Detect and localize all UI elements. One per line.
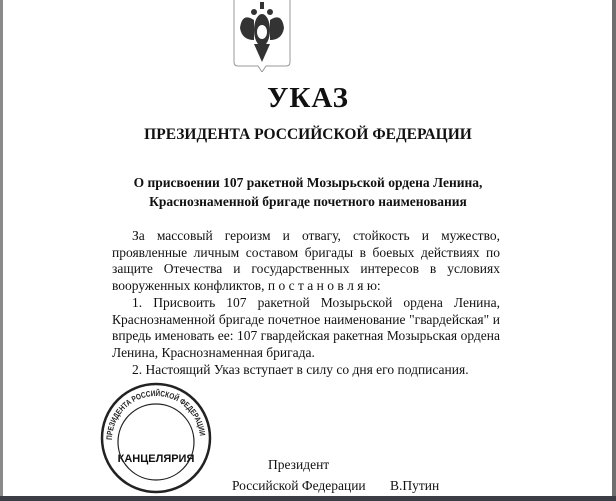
bottom-viewer-bar	[0, 496, 616, 501]
document-title: УКАЗ	[267, 82, 349, 114]
signature-position-line-1: Президент	[268, 457, 330, 472]
signature-name: В.Путин	[390, 478, 440, 493]
clause-1: 1. Присвоить 107 ракетной Мозырьской ордена Ленина, Краснознаменной бригаде почетное наименование "гвардейская" и впредь именовать ее: 107 гвардейская ракетная Мозырьская ордена Ленина, Краснознаменная бригада.	[112, 294, 500, 360]
decree-body	[112, 228, 500, 378]
stamp-ring-text: ПРЕЗИДЕНТА РОССИЙСКОЙ ФЕДЕРАЦИИ	[104, 388, 207, 441]
stamp-center-text: КАНЦЕЛЯРИЯ	[117, 453, 195, 465]
decree-heading-line-1: О присвоении 107 ракетной Мозырьской ордена Ленина,	[133, 175, 483, 190]
left-page-edge	[0, 0, 3, 501]
document-subtitle: ПРЕЗИДЕНТА РОССИЙСКОЙ ФЕДЕРАЦИИ	[144, 126, 472, 143]
preamble: За массовый героизм и отвагу, стойкость и мужество, проявленные личным составом бригады в боевых действиях по защите Отечества и государственных интересов в условиях вооруженных конфликтов, п о с т а н о в л я ю:	[112, 228, 500, 294]
decree-heading-line-2: Краснознаменной бригаде почетного наименования	[149, 194, 467, 209]
right-page-edge	[612, 0, 616, 501]
chancellery-stamp	[100, 382, 212, 494]
russian-coat-of-arms-icon	[232, 0, 292, 72]
clause-2: 2. Настоящий Указ вступает в силу со дня его подписания.	[132, 361, 469, 377]
signature-position-line-2: Российской Федерации	[232, 478, 366, 493]
